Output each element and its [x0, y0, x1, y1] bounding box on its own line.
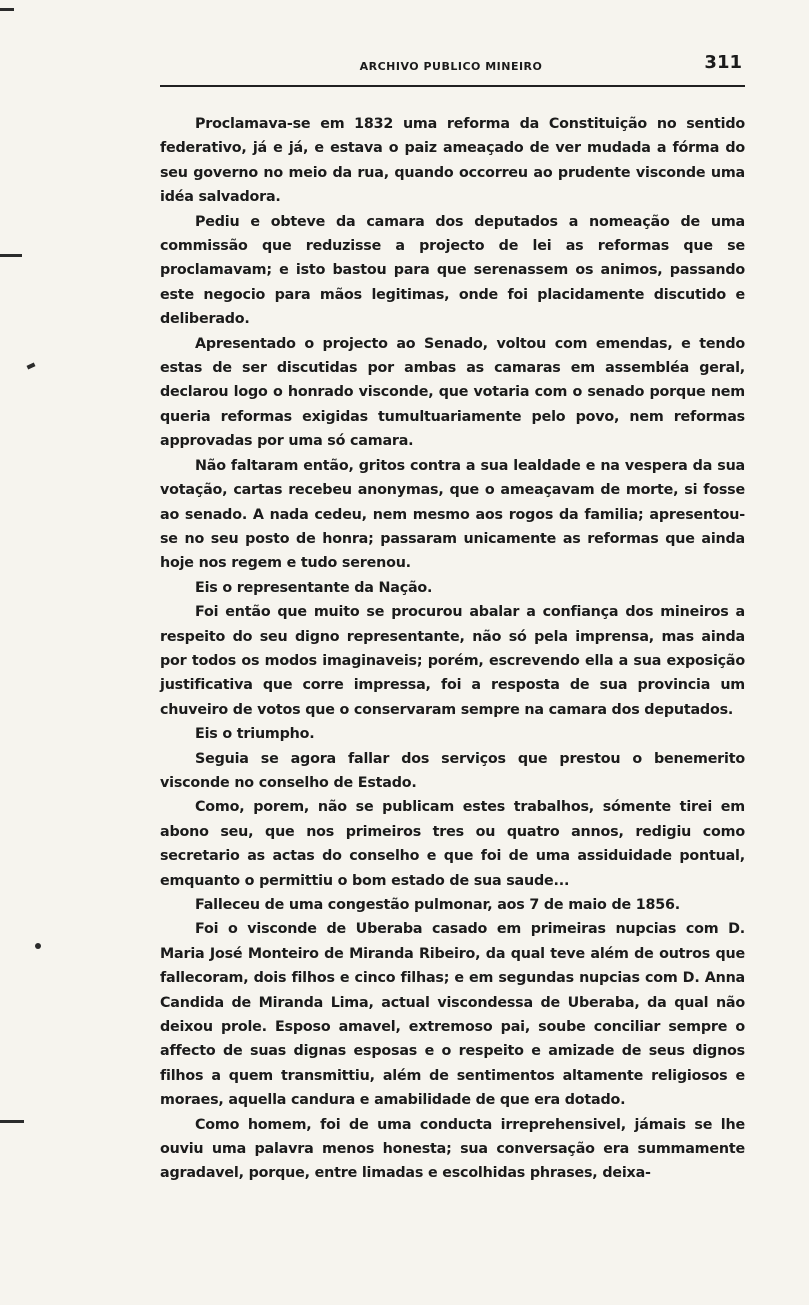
margin-mark — [0, 1120, 24, 1123]
page-header — [160, 52, 742, 78]
paragraph: Foi o visconde de Uberaba casado em primeiras nupcias com D. Maria José Monteiro de Miranda Ribeiro, da qual teve além de outros que fallecoram, dois filhos e cinco filhas; e em segundas nupcias com D. Anna Candida de Miranda Lima, actual viscondessa de Uberaba, da qual não deixou prole. Esposo amavel, extremoso pai, soube conciliar sempre o affecto de suas dignas esposas e o respeito e amizade de seus dignos filhos a quem transmittiu, além de sentimentos altamente religiosos e moraes, aquella candura e amabilidade de que era dotado. — [160, 921, 745, 1109]
paragraph: Como homem, foi de uma conducta irreprehensivel, jámais se lhe ouviu uma palavra menos honesta; sua conversação era summamente agradavel, porque, entre limadas e escolhidas phrases, deixa- — [160, 1116, 745, 1182]
paragraph: Foi então que muito se procurou abalar a confiança dos mineiros a respeito do seu digno representante, não só pela imprensa, mas ainda por todos os modos imaginaveis; porém, escrevendo ella a sua exposição justificativa que corre impressa, foi a resposta de sua provincia um chuveiro de votos que o conservaram sempre na camara dos deputados. — [160, 604, 745, 718]
paragraph: Pediu e obteve da camara dos deputados a nomeação de uma commissão que reduzisse a projecto de lei as reformas que se proclamavam; e isto bastou para que serenassem os animos, passando este negocio para mãos legitimas, onde foi placidamente discutido e deliberado. — [160, 213, 745, 328]
header-rule — [160, 85, 745, 87]
margin-mark — [0, 8, 14, 11]
paragraph: Apresentado o projecto ao Senado, voltou com emendas, e tendo estas de ser discutidas por ambas as camaras em assembléa geral, declarou logo o honrado visconde, que votaria com o senado porque nem queria reformas exigidas tumultuariamente pelo povo, nem reformas approvadas por uma só camara. — [160, 335, 745, 450]
page-number: 311 — [704, 52, 742, 73]
running-head: ARCHIVO PUBLICO MINEIRO — [359, 60, 543, 73]
margin-mark — [0, 254, 22, 257]
margin-mark — [35, 943, 41, 949]
paragraph: Seguia se agora fallar dos serviços que prestou o benemerito visconde no conselho de Estado. — [160, 750, 745, 791]
paragraph: Não faltaram então, gritos contra a sua lealdade e na vespera da sua votação, cartas recebeu anonymas, que o ameaçavam de morte, si fosse ao senado. A nada cedeu, nem mesmo aos rogos da familia; apresentou-se no seu posto de honra; passaram unicamente as reformas que ainda hoje nos regem e tudo serenou. — [160, 457, 745, 572]
paragraph: Eis o representante da Nação. — [195, 579, 433, 596]
paragraph: Eis o triumpho. — [195, 726, 315, 743]
paragraph: Como, porem, não se publicam estes trabalhos, sómente tirei em abono seu, que nos primeiros tres ou quatro annos, redigiu como secretario as actas do conselho e que foi de uma assiduidade pontual, emquanto o permittiu o bom estado de sua saude... — [160, 799, 745, 889]
margin-mark — [27, 362, 36, 369]
paragraph: Falleceu de uma congestão pulmonar, aos 7 de maio de 1856. — [195, 897, 680, 913]
paragraph: Proclamava-se em 1832 uma reforma da Constituição no sentido federativo, já e já, e estava o paiz ameaçado de ver mudada a fórma do seu governo no meio da rua, quando occorreu ao prudente visconde uma idéa salvadora. — [160, 116, 745, 206]
body-text — [160, 112, 745, 1186]
